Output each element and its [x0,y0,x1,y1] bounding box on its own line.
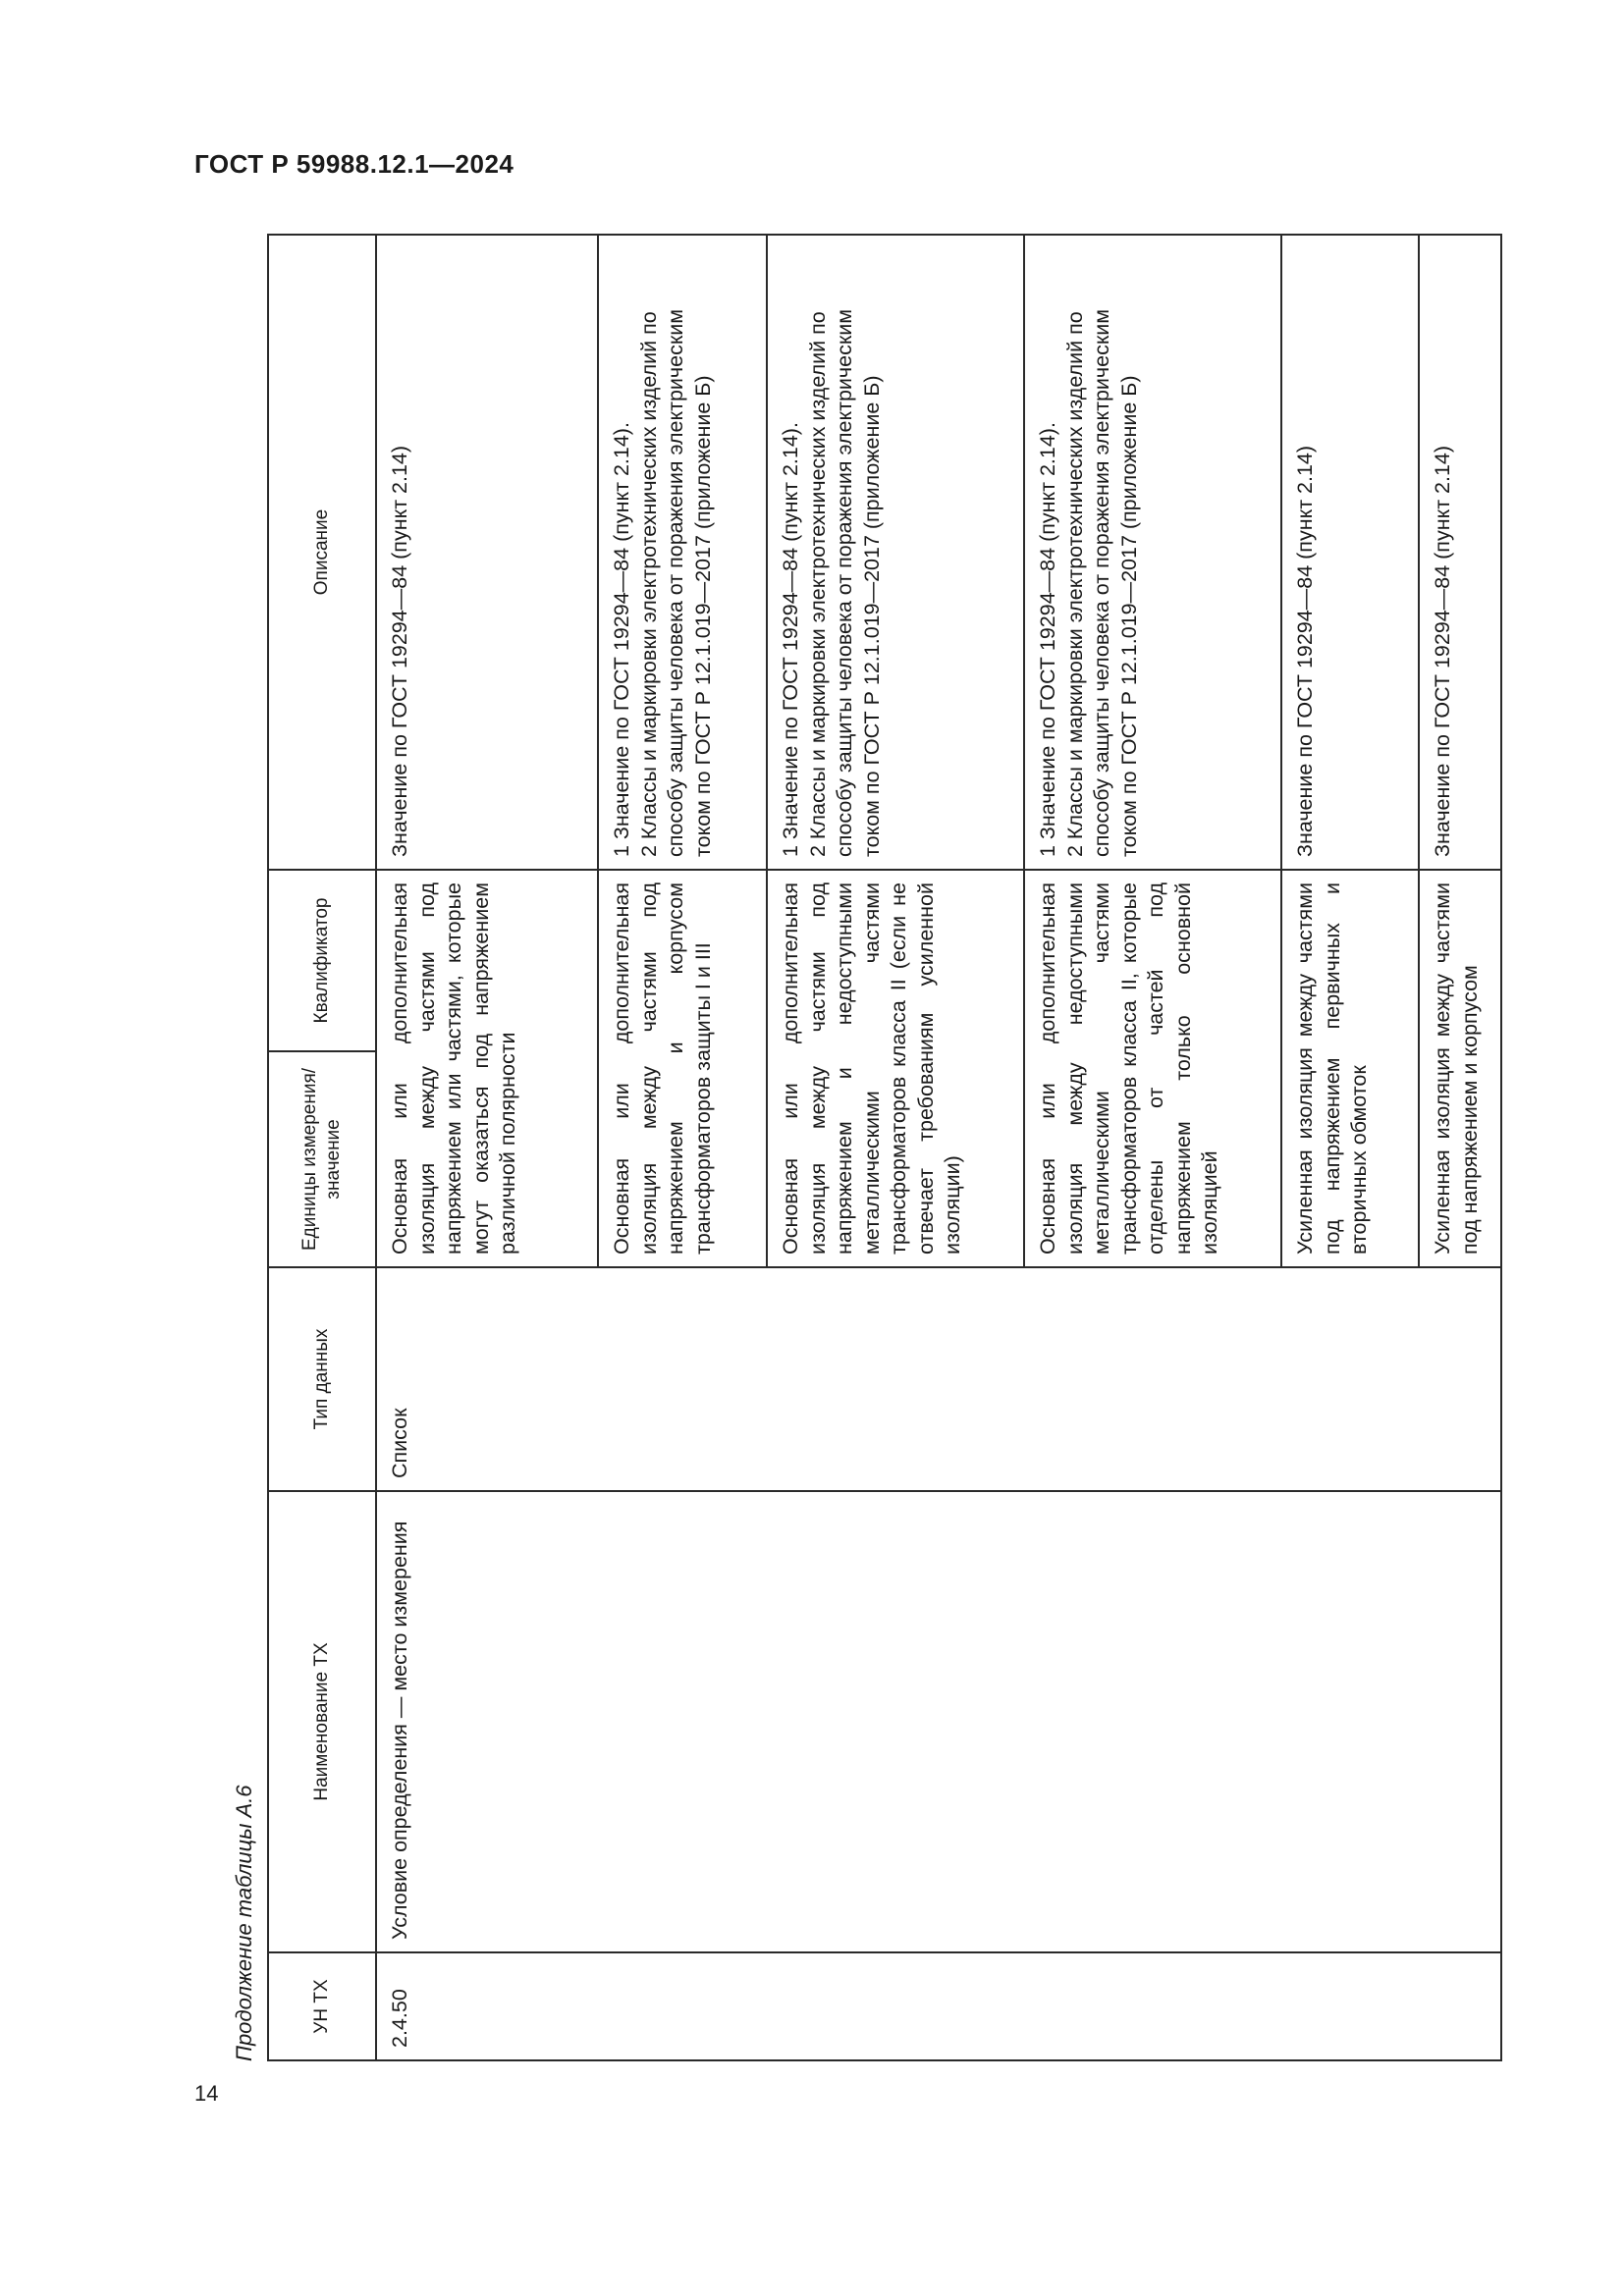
rotated-table-page [232,236,1489,2061]
cell-description: 1 Значение по ГОСТ 19294—84 (пункт 2.14). 2 Классы и маркировки электротехнических изделий по способу защиты человека от поражения электрическим током по ГОСТ Р 12.1.019—2017 (приложение Б) [767,235,1024,870]
header-qualifier: Квалификатор [268,870,376,1051]
spec-table [267,234,1502,2061]
header-name: Наименование ТХ [268,1491,376,1952]
cell-units: Основная или дополнительная изоляция между частями под напряжением или частями, которые могут оказаться под напряжением различной полярности [376,870,598,1267]
cell-units: Усиленная изоляция между частями под напряжением первичных и вторичных обмоток [1281,870,1419,1267]
cell-description: Значение по ГОСТ 19294—84 (пункт 2.14) [1419,235,1501,870]
cell-description: 1 Значение по ГОСТ 19294—84 (пункт 2.14). 2 Классы и маркировки электротехнических изделий по способу защиты человека от поражения электрическим током по ГОСТ Р 12.1.019—2017 (приложение Б) [598,235,767,870]
page-number: 14 [194,2081,219,2106]
header-units: Единицы измерения/ значение [268,1051,376,1267]
cell-type: Список [376,1267,1501,1491]
cell-code: 2.4.50 [376,1952,1501,2060]
cell-units: Усиленная изоляция между частями под напряжением и корпусом [1419,870,1501,1267]
cell-description: Значение по ГОСТ 19294—84 (пункт 2.14) [1281,235,1419,870]
document-header: ГОСТ Р 59988.12.1—2024 [194,149,514,179]
cell-description: 1 Значение по ГОСТ 19294—84 (пункт 2.14). 2 Классы и маркировки электротехнических изделий по способу защиты человека от поражения электрическим током по ГОСТ Р 12.1.019—2017 (приложение Б) [1024,235,1281,870]
cell-units: Основная или дополнительная изоляция между недоступными металлическими частями трансформаторов класса II, которые отделены от частей под напряжением только основной изоляцией [1024,870,1281,1267]
cell-name: Условие определения — место измерения [376,1491,1501,1952]
table-caption: Продолжение таблицы А.6 [232,1785,256,2061]
cell-description: Значение по ГОСТ 19294—84 (пункт 2.14) [376,235,598,870]
table-row [376,235,598,2060]
header-description: Описание [268,235,376,870]
header-type: Тип данных [268,1267,376,1491]
cell-units: Основная или дополнительная изоляция между частями под напряжением и корпусом трансформаторов защиты I и III [598,870,767,1267]
table-header-row [268,235,376,2060]
header-code: УН ТХ [268,1952,376,2060]
cell-units: Основная или дополнительная изоляция между частями под напряжением и недоступными металлическими частями трансформаторов класса II (если не отвечает требованиям усиленной изоляции) [767,870,1024,1267]
